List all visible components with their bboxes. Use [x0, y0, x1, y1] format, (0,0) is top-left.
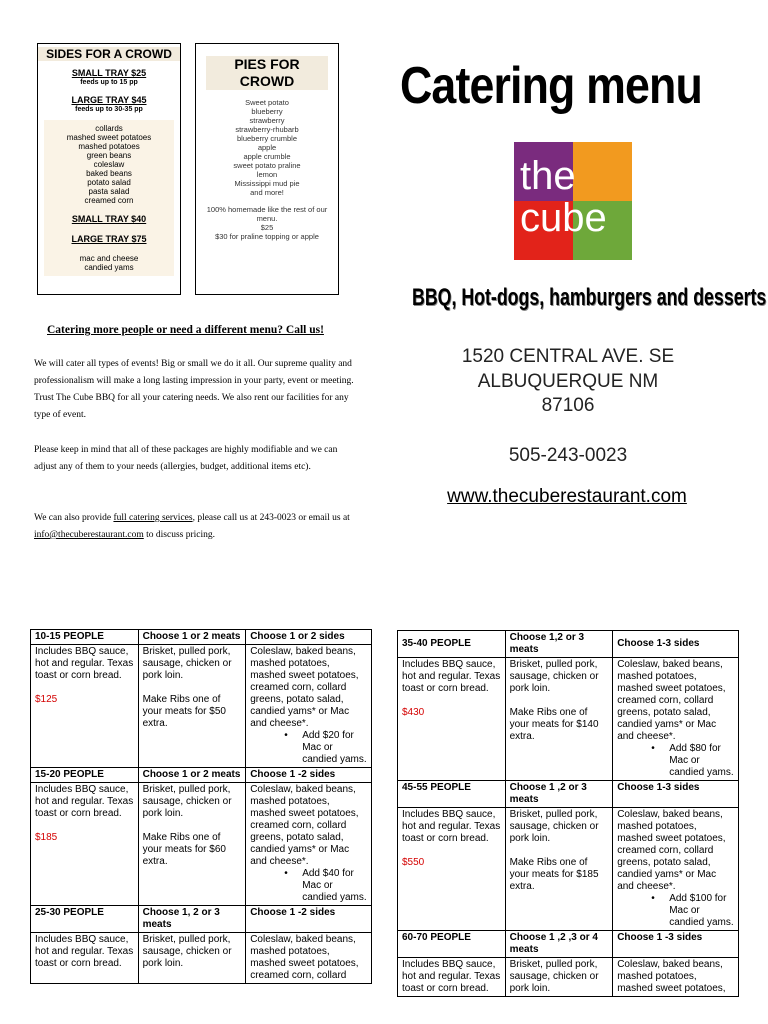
- table-row: [398, 808, 739, 931]
- catering-paragraph-1: We will cater all types of events! Big or small we do it all. Our supreme quality and professionalism will make a long lasting impression in your party, event or meeting. Trust The Cube BBQ for all your catering needs. We also rent our facilities for any type of event.: [34, 359, 354, 420]
- package-price: $125: [35, 694, 58, 705]
- sides-text: Coleslaw, baked beans, mashed potatoes, mashed sweet potatoes, creamed corn, collard greens, potato salad, candied yams* or Mac and cheese*.: [250, 646, 359, 729]
- logo-word-the: the: [520, 154, 576, 198]
- includes-cell: Includes BBQ sauce, hot and regular. Texas toast or corn bread.: [398, 958, 506, 997]
- meats-text: Brisket, pulled pork, sausage, chicken or pork loin.: [142, 784, 232, 819]
- sides-text: Coleslaw, baked beans, mashed potatoes, mashed sweet potatoes, creamed corn, collard greens, potato salad, candied yams* or Mac and cheese*.: [250, 784, 359, 867]
- table-header-row: [398, 931, 739, 958]
- group-size: 35-40 PEOPLE: [398, 631, 506, 658]
- includes-text: Includes BBQ sauce, hot and regular. Texas toast or corn bread.: [402, 659, 501, 694]
- address-zip: 87106: [541, 395, 595, 416]
- sides-header: Choose 1 or 2 sides: [246, 630, 372, 645]
- sides-for-a-crowd-box: [37, 43, 181, 295]
- phone-number: 505-243-0023: [508, 445, 628, 466]
- table-header-row: [31, 906, 372, 933]
- side-item: coleslaw: [93, 160, 125, 169]
- table-row: [398, 658, 739, 781]
- meats-cell: [138, 783, 246, 906]
- pies-for-crowd-box: [195, 43, 339, 295]
- includes-text: Includes BBQ sauce, hot and regular. Texas toast or corn bread.: [35, 784, 134, 819]
- meats-header: Choose 1 or 2 meats: [138, 630, 246, 645]
- group-size: 60-70 PEOPLE: [398, 931, 506, 958]
- side-item: mac and cheese: [79, 254, 139, 263]
- sides-cell: Coleslaw, baked beans, mashed potatoes, mashed sweet potatoes,: [613, 958, 739, 997]
- large-tray-2-price: LARGE TRAY $75: [71, 234, 147, 244]
- meats-cell: [505, 658, 613, 781]
- pies-note: [202, 205, 332, 241]
- pies-homemade-note: 100% homemade like the rest of our menu.: [206, 205, 328, 223]
- pie-item: sweet potato praline: [233, 161, 301, 170]
- group-size: 10-15 PEOPLE: [31, 630, 139, 645]
- table-header-row: [31, 630, 372, 645]
- ribs-upgrade: Make Ribs one of your meats for $50 extra.: [142, 694, 226, 729]
- pies-praline-price: $30 for praline topping or apple: [215, 232, 319, 241]
- group-size: 25-30 PEOPLE: [31, 906, 139, 933]
- includes-cell: [398, 808, 506, 931]
- address-line-1: 1520 CENTRAL AVE. SE: [461, 346, 675, 367]
- pie-item: lemon: [256, 170, 278, 179]
- ribs-upgrade: Make Ribs one of your meats for $140 extra.: [509, 707, 599, 742]
- side-item: mashed potatoes: [78, 142, 140, 151]
- meats-header: Choose 1 or 2 meats: [138, 768, 246, 783]
- pies-list: [196, 98, 338, 197]
- table-row: [31, 645, 372, 768]
- address-line-2: ALBUQUERQUE NM: [477, 371, 659, 392]
- sides-cell: Coleslaw, baked beans, mashed potatoes, mashed sweet potatoes, creamed corn, collard: [246, 933, 372, 984]
- table-row: [31, 933, 372, 984]
- meats-cell: [138, 645, 246, 768]
- website-link[interactable]: www.thecuberestaurant.com: [447, 486, 687, 507]
- sides-text: Coleslaw, baked beans, mashed potatoes, mashed sweet potatoes, creamed corn, collard greens, potato salad, candied yams* or Mac and cheese*.: [617, 659, 726, 742]
- table-row: [398, 958, 739, 997]
- meats-cell: Brisket, pulled pork, sausage, chicken or pork loin.: [505, 958, 613, 997]
- pie-item: apple crumble: [243, 152, 291, 161]
- pies-title-line-1: PIES FOR: [234, 56, 300, 72]
- side-item: potato salad: [87, 178, 131, 187]
- sides-header: Choose 1 -2 sides: [246, 768, 372, 783]
- pie-item: Sweet potato: [245, 98, 289, 107]
- the-cube-logo: [514, 142, 632, 260]
- meats-text: Brisket, pulled pork, sausage, chicken or pork loin.: [509, 659, 599, 694]
- large-tray-note: feeds up to 30-35 pp: [75, 106, 143, 113]
- includes-cell: [31, 645, 139, 768]
- includes-text: Includes BBQ sauce, hot and regular. Texas toast or corn bread.: [402, 809, 501, 844]
- pies-title-line-2: CROWD: [239, 73, 295, 89]
- sides-list: [44, 120, 174, 276]
- includes-text: Includes BBQ sauce, hot and regular. Texas toast or corn bread.: [35, 646, 134, 681]
- catering-heading: Catering more people or need a different menu? Call us!: [47, 324, 324, 336]
- side-item: creamed corn: [84, 196, 134, 205]
- sides-cell: [613, 808, 739, 931]
- side-item: green beans: [86, 151, 132, 160]
- sides-header: Choose 1 -2 sides: [246, 906, 372, 933]
- pie-item: strawberry: [249, 116, 285, 125]
- pie-item: blueberry: [251, 107, 283, 116]
- pies-price: $25: [260, 223, 274, 232]
- small-tray-price: SMALL TRAY $25: [71, 68, 147, 78]
- pie-item: strawberry-rhubarb: [235, 125, 299, 134]
- pie-item: apple: [257, 143, 277, 152]
- sides-cell: [246, 645, 372, 768]
- sides-header: Choose 1-3 sides: [613, 781, 739, 808]
- meats-header: Choose 1,2 or 3 meats: [505, 631, 613, 658]
- catering-paragraph-3: [34, 510, 362, 544]
- addon-bullet: • Add $100 for Mac or candied yams.: [669, 893, 734, 929]
- group-size: 15-20 PEOPLE: [31, 768, 139, 783]
- includes-cell: Includes BBQ sauce, hot and regular. Texas toast or corn bread.: [31, 933, 139, 984]
- tagline: BBQ, Hot-dogs, hamburgers and desserts: [412, 284, 767, 311]
- email-link[interactable]: info@thecuberestaurant.com: [34, 530, 144, 540]
- sides-header: Choose 1-3 sides: [613, 631, 739, 658]
- package-price: $550: [402, 857, 425, 868]
- ribs-upgrade: Make Ribs one of your meats for $60 extra.: [142, 832, 226, 867]
- addon-bullet: • Add $40 for Mac or candied yams.: [302, 868, 367, 904]
- side-item: pasta salad: [88, 187, 130, 196]
- table-header-row: [31, 768, 372, 783]
- full-catering-link[interactable]: full catering services: [113, 513, 193, 523]
- logo-text: [514, 142, 632, 260]
- large-tray-price: LARGE TRAY $45: [71, 95, 147, 105]
- side-item: collards: [95, 124, 123, 133]
- sides-cell: [246, 783, 372, 906]
- includes-cell: [31, 783, 139, 906]
- includes-cell: [398, 658, 506, 781]
- small-tray-note: feeds up to 15 pp: [80, 79, 138, 86]
- meats-cell: Brisket, pulled pork, sausage, chicken or pork loin.: [138, 933, 246, 984]
- meats-cell: [505, 808, 613, 931]
- meats-text: Brisket, pulled pork, sausage, chicken or pork loin.: [509, 809, 599, 844]
- meats-header: Choose 1 ,2 ,3 or 4 meats: [505, 931, 613, 958]
- package-price: $185: [35, 832, 58, 843]
- sides-text: Coleslaw, baked beans, mashed potatoes, mashed sweet potatoes, creamed corn, collard greens, potato salad, candied yams* or Mac and cheese*.: [617, 809, 726, 892]
- text-segment: , please call us at 243-0023 or email us at: [192, 513, 350, 523]
- text-segment: We can also provide: [34, 513, 114, 523]
- pies-title: [206, 56, 328, 90]
- sides-header: Choose 1 -3 sides: [613, 931, 739, 958]
- pie-item: blueberry crumble: [236, 134, 298, 143]
- text-segment: to discuss pricing.: [143, 530, 216, 540]
- pie-item: Mississippi mud pie: [234, 179, 300, 188]
- side-item: mashed sweet potatoes: [66, 133, 152, 142]
- addon-bullet: • Add $80 for Mac or candied yams.: [669, 743, 734, 779]
- package-table-right: [397, 630, 739, 997]
- meats-header: Choose 1 ,2 or 3 meats: [505, 781, 613, 808]
- meats-text: Brisket, pulled pork, sausage, chicken or pork loin.: [142, 646, 232, 681]
- meats-header: Choose 1, 2 or 3 meats: [138, 906, 246, 933]
- table-row: [31, 783, 372, 906]
- pie-item: and more!: [250, 188, 284, 197]
- page-title: Catering menu: [400, 57, 702, 115]
- side-item: candied yams: [84, 263, 134, 272]
- ribs-upgrade: Make Ribs one of your meats for $185 extra.: [509, 857, 599, 892]
- catering-paragraph-2: Please keep in mind that all of these packages are highly modifiable and we can adjust any of them to your needs (allergies, budget, additional items etc).: [34, 445, 338, 472]
- addon-bullet: • Add $20 for Mac or candied yams.: [302, 730, 367, 766]
- package-table-left: [30, 629, 372, 984]
- group-size: 45-55 PEOPLE: [398, 781, 506, 808]
- package-price: $430: [402, 707, 425, 718]
- sides-title: SIDES FOR A CROWD: [38, 47, 180, 61]
- side-item: baked beans: [86, 169, 132, 178]
- logo-word-cube: cube: [520, 196, 607, 240]
- small-tray-2-price: SMALL TRAY $40: [71, 214, 147, 224]
- table-header-row: [398, 781, 739, 808]
- table-header-row: [398, 631, 739, 658]
- sides-cell: [613, 658, 739, 781]
